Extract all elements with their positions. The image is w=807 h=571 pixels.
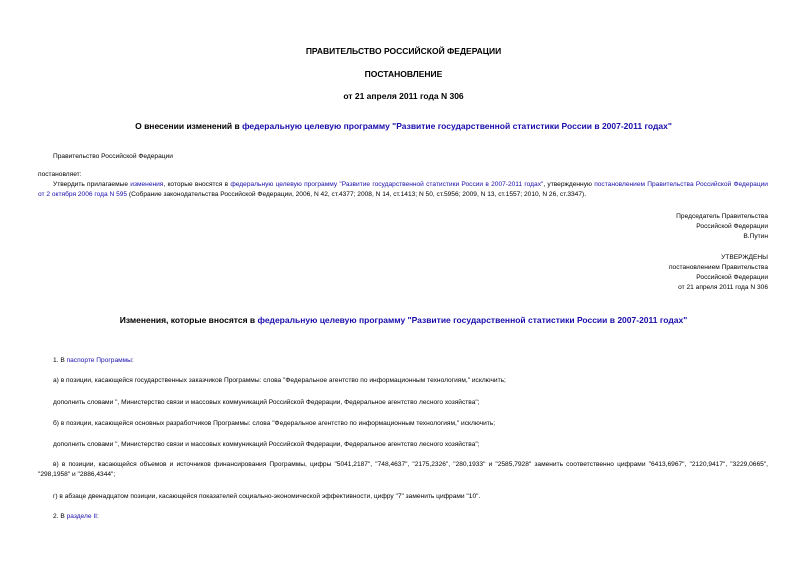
program-link-inline[interactable]: федеральную целевую программу "Развитие государственной статистики России в 2007-2011 годах" [230, 181, 544, 188]
title-prefix: О внесении изменений в [135, 121, 243, 131]
date-number-heading: от 21 апреля 2011 года N 306 [343, 91, 464, 101]
item-b: б) в позиции, касающейся основных разработчиков Программы: слова "Федеральное агентство по информационным технологиям," исключить; [53, 420, 496, 427]
intro-resolves: постановляет: [38, 171, 82, 178]
changes-link[interactable]: изменения [130, 181, 164, 188]
changes-title-prefix: Изменения, которые вносятся в [119, 315, 258, 325]
item-v: в) в позиции, касающейся объемов и источников финансирования Программы, цифры "5041,2187", "748,4637", "2175,2326", "280,1933" и "2585,7928" заменить соответственно цифрами "6413,6967", "2120,9417", "3229,0665", "298,1958" и "2886,4344"; [38, 461, 768, 478]
program-passport-link[interactable]: паспорте Программы [66, 357, 132, 364]
intro-government: Правительство Российской Федерации [53, 153, 173, 160]
approved-date: от 21 апреля 2011 года N 306 [678, 284, 768, 291]
item-a: а) в позиции, касающейся государственных заказчиков Программы: слова "Федеральное агентство по информационным технологиям," исключить; [53, 377, 506, 384]
resolution-595-link[interactable]: постановлением Правительства Российской Федерации от 2 октября 2006 года N 595 [38, 181, 768, 198]
government-heading: ПРАВИТЕЛЬСТВО РОССИЙСКОЙ ФЕДЕРАЦИИ [305, 46, 502, 56]
signature-country: Российской Федерации [696, 223, 768, 230]
approved-block [500, 253, 768, 293]
intro-paragraph: Утвердить прилагаемые изменения, которые вносятся в федеральную целевую программу "Развитие государственной статистики России в 2007-2011 годах", утвержденную постановлением Правительства Российской Федерации от 2 октября 2006 года N 595 (Собрание законодательства Российской Федерации, 2006, N 42, ст.4377; 2008, N 14, ст.1413; N 50, ст.5956; 2009, N 13, ст.1557; 2010, N 26, ст.3347). [38, 181, 768, 198]
item-b-add: дополнить словами ", Министерство связи и массовых коммуникаций Российской Федерации, Федеральное агентство лесного хозяйства"; [53, 441, 480, 448]
signature-block [500, 212, 768, 242]
signature-name: В.Путин [743, 233, 768, 240]
changes-title [0, 315, 807, 325]
section-ii-link[interactable]: разделе II [66, 513, 98, 520]
item-g: г) в абзаце двенадцатом позиции, касающейся показателей социально-экономической эффективности, цифру "7" заменить цифрами "10". [53, 493, 481, 500]
approved-title: УТВЕРЖДЕНЫ [721, 254, 768, 261]
item-2: 2. В разделе II: [53, 513, 99, 520]
item-1: 1. В паспорте Программы: [53, 357, 134, 364]
approved-by: постановлением Правительства [668, 264, 768, 271]
document-type-heading: ПОСТАНОВЛЕНИЕ [364, 69, 443, 79]
program-link[interactable]: федеральную целевую программу "Развитие государственной статистики России в 2007-2011 годах" [242, 121, 672, 131]
item-a-add: дополнить словами ", Министерство связи и массовых коммуникаций Российской Федерации, Федеральное агентство лесного хозяйства"; [53, 399, 480, 406]
approved-country: Российской Федерации [696, 274, 768, 281]
signature-position: Председатель Правительства [676, 213, 768, 220]
document-title [0, 121, 807, 131]
changes-program-link[interactable]: федеральную целевую программу "Развитие государственной статистики России в 2007-2011 годах" [257, 315, 688, 325]
